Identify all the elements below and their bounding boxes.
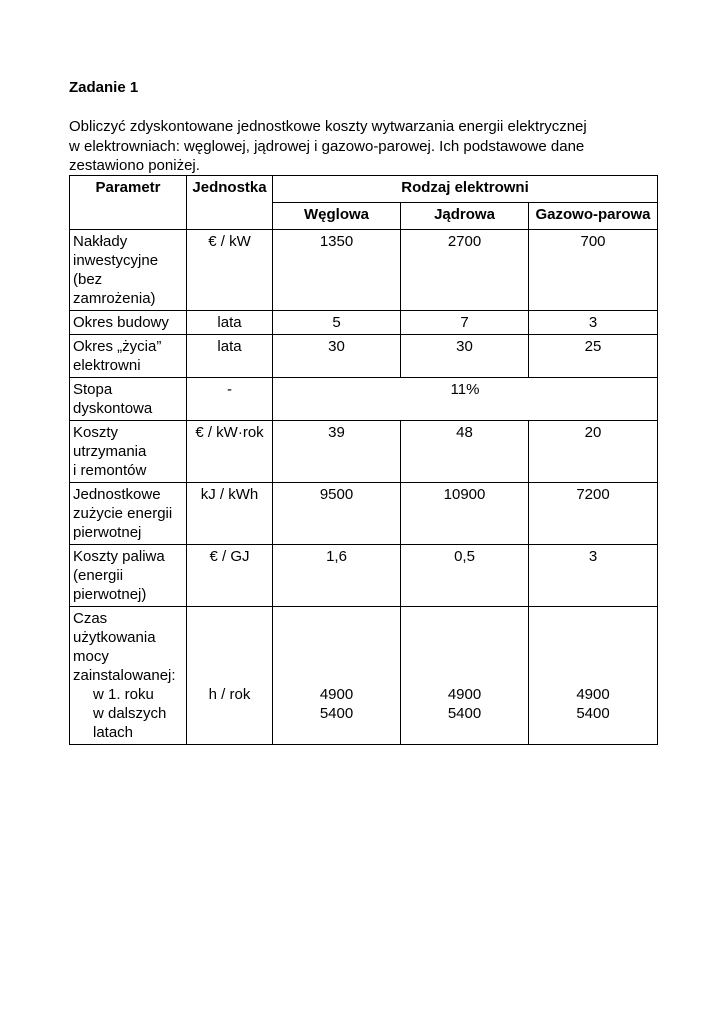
- param-cell: Nakłady inwestycyjne (bez zamrożenia): [70, 230, 187, 311]
- table-row: [70, 335, 658, 378]
- value-cell: 39: [273, 421, 401, 483]
- header-row: [70, 176, 658, 203]
- intro-line: zestawiono poniżej.: [69, 157, 200, 174]
- unit-cell: kJ / kWh: [187, 483, 273, 545]
- value-cell: 4900 5400: [401, 607, 529, 745]
- table-row: [70, 545, 658, 607]
- param-cell: Jednostkowe zużycie energii pierwotnej: [70, 483, 187, 545]
- value-cell: 9500: [273, 483, 401, 545]
- param-cell: Koszty utrzymania i remontów: [70, 421, 187, 483]
- value-cell: 20: [529, 421, 658, 483]
- value-cell: 7: [401, 311, 529, 335]
- unit-cell: € / GJ: [187, 545, 273, 607]
- merged-value-cell: 11%: [273, 378, 658, 421]
- table-row: [70, 483, 658, 545]
- param-cell: Okres „życia” elektrowni: [70, 335, 187, 378]
- header-gas-steam: Gazowo-parowa: [529, 203, 658, 230]
- value-cell: 48: [401, 421, 529, 483]
- value-cell: 2700: [401, 230, 529, 311]
- value-cell: 700: [529, 230, 658, 311]
- param-cell: Czas użytkowania mocy zainstalowanej: w 1. roku w dalszych latach: [70, 607, 187, 745]
- power-plant-data-table: [69, 175, 658, 745]
- value-cell: 30: [401, 335, 529, 378]
- table-row: [70, 378, 658, 421]
- table-row: [70, 311, 658, 335]
- intro-line: w elektrowniach: węglowej, jądrowej i gazowo-parowej. Ich podstawowe dane: [69, 137, 585, 155]
- value-cell: 0,5: [401, 545, 529, 607]
- unit-cell: lata: [187, 335, 273, 378]
- task-title: Zadanie 1: [69, 79, 139, 96]
- header-parameter: Parametr: [70, 176, 187, 230]
- value-cell: 4900 5400: [273, 607, 401, 745]
- value-cell: 25: [529, 335, 658, 378]
- header-nuclear: Jądrowa: [401, 203, 529, 230]
- value-cell: 3: [529, 311, 658, 335]
- header-unit: Jednostka: [187, 176, 273, 230]
- unit-cell: € / kW: [187, 230, 273, 311]
- unit-cell: € / kW·rok: [187, 421, 273, 483]
- table-row: [70, 230, 658, 311]
- unit-cell: -: [187, 378, 273, 421]
- table-row: [70, 607, 658, 745]
- value-cell: 4900 5400: [529, 607, 658, 745]
- value-cell: 1,6: [273, 545, 401, 607]
- value-cell: 1350: [273, 230, 401, 311]
- header-coal: Węglowa: [273, 203, 401, 230]
- param-cell: Stopa dyskontowa: [70, 378, 187, 421]
- unit-cell: h / rok: [187, 607, 273, 745]
- unit-cell: lata: [187, 311, 273, 335]
- value-cell: 5: [273, 311, 401, 335]
- value-cell: 3: [529, 545, 658, 607]
- value-cell: 7200: [529, 483, 658, 545]
- value-cell: 30: [273, 335, 401, 378]
- header-plant-type: Rodzaj elektrowni: [273, 176, 658, 203]
- param-cell: Okres budowy: [70, 311, 187, 335]
- value-cell: 10900: [401, 483, 529, 545]
- table-row: [70, 421, 658, 483]
- param-cell: Koszty paliwa (energii pierwotnej): [70, 545, 187, 607]
- task-description: [69, 117, 669, 176]
- intro-line: Obliczyć zdyskontowane jednostkowe koszty wytwarzania energii elektrycznej: [69, 118, 587, 135]
